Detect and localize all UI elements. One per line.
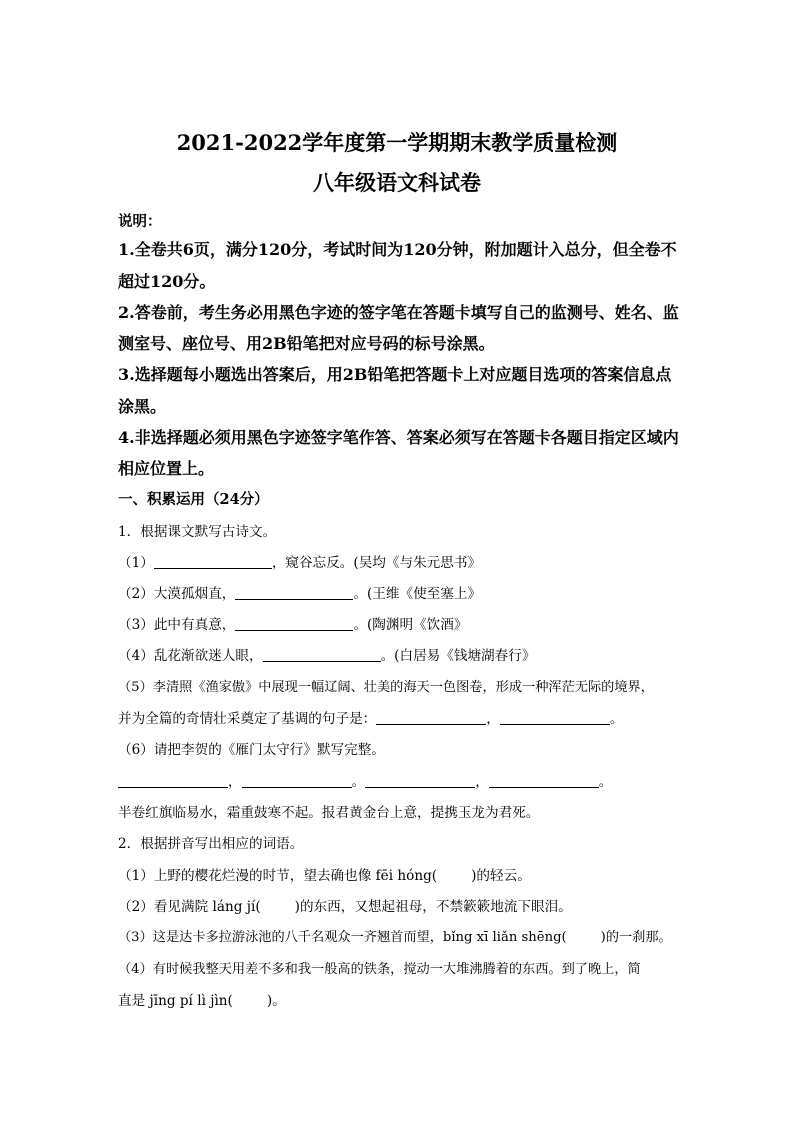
q1-item-4: （4）乱花渐欲迷人眼， 。(白居易《钱塘湖春行》 — [118, 648, 536, 664]
exam-subtitle: 八年级语文科试卷 — [313, 170, 481, 195]
q2-item-1: （1）上野的樱花烂漫的时节，望去确也像 fēi hóng( )的轻云。 — [118, 868, 531, 884]
q1-item-6-blanks: ， 。 ， 。 — [118, 770, 678, 790]
question-1-stem: 1．根据课文默写古诗文。 — [118, 524, 277, 540]
answer-blank[interactable] — [118, 773, 228, 788]
answer-blank[interactable] — [376, 710, 486, 725]
question-2-stem: 2．根据拼音写出相应的词语。 — [118, 836, 304, 852]
section-heading: 一、积累运用（24分） — [118, 491, 269, 508]
q1-item-3: （3）此中有真意， 。(陶渊明《饮酒》 — [118, 617, 468, 633]
answer-blank[interactable] — [235, 616, 353, 631]
q1-item-2: （2）大漠孤烟直， 。(王维《使至塞上》 — [118, 586, 482, 602]
exam-title: 2021-2022学年度第一学期期末教学质量检测 — [176, 130, 618, 155]
note-line: 超过120分。 — [118, 272, 216, 291]
note-line: 相应位置上。 — [118, 459, 215, 478]
answer-blank[interactable] — [242, 773, 352, 788]
answer-blank[interactable] — [154, 554, 272, 569]
q2-item-4-line2: 直是 jīng pí lì jìn( )。 — [118, 993, 286, 1009]
q1-item-6: （6）请把李贺的《雁门太守行》默写完整。 — [118, 742, 385, 758]
q1-item-5-line2: 并为全篇的奇情壮采奠定了基调的句子是： ， 。 — [118, 711, 624, 727]
q2-item-3: （3）这是达卡多拉游泳池的八千名观众一齐翘首而望，bǐng xī liǎn shēng( )的一刹那。 — [118, 930, 672, 945]
note-line: 2.答卷前，考生务必用黑色字迹的签字笔在答题卡填写自己的监测号、姓名、监 — [118, 303, 679, 322]
answer-blank[interactable] — [365, 773, 475, 788]
note-line: 3.选择题每小题选出答案后，用2B铅笔把答题卡上对应题目选项的答案信息点 — [118, 365, 672, 384]
answer-blank[interactable] — [235, 585, 353, 600]
q1-item-5-line1: （5）李清照《渔家傲》中展现一幅辽阔、壮美的海天一色图卷，形成一种浑茫无际的境界， — [118, 680, 654, 695]
notes-heading: 说明： — [118, 213, 162, 230]
q1-item-1: （1） ，窥谷忘反。(吴均《与朱元思书》 — [118, 555, 482, 571]
note-line: 4.非选择题必须用黑色字迹签字笔作答、答案必须写在答题卡各题目指定区域内 — [118, 428, 679, 447]
answer-blank[interactable] — [263, 647, 381, 662]
note-line: 1.全卷共6页，满分120分，考试时间为120分钟，附加题计入总分，但全卷不 — [118, 240, 677, 259]
note-line: 涂黑。 — [118, 397, 167, 416]
answer-blank[interactable] — [500, 710, 610, 725]
note-line: 测室号、座位号、用2B铅笔把对应号码的标号涂黑。 — [118, 334, 495, 353]
q2-item-2: （2）看见满院 láng jí( )的东西，又想起祖母，不禁簌簌地流下眼泪。 — [118, 899, 572, 915]
answer-blank[interactable] — [489, 773, 599, 788]
q1-item-6-tail: 半卷红旗临易水，霜重鼓寒不起。报君黄金台上意，提携玉龙为君死。 — [118, 805, 540, 821]
q2-item-4-line1: （4）有时候我整天用差不多和我一般高的铁条，搅动一大堆沸腾着的东西。到了晚上，简 — [118, 962, 641, 977]
